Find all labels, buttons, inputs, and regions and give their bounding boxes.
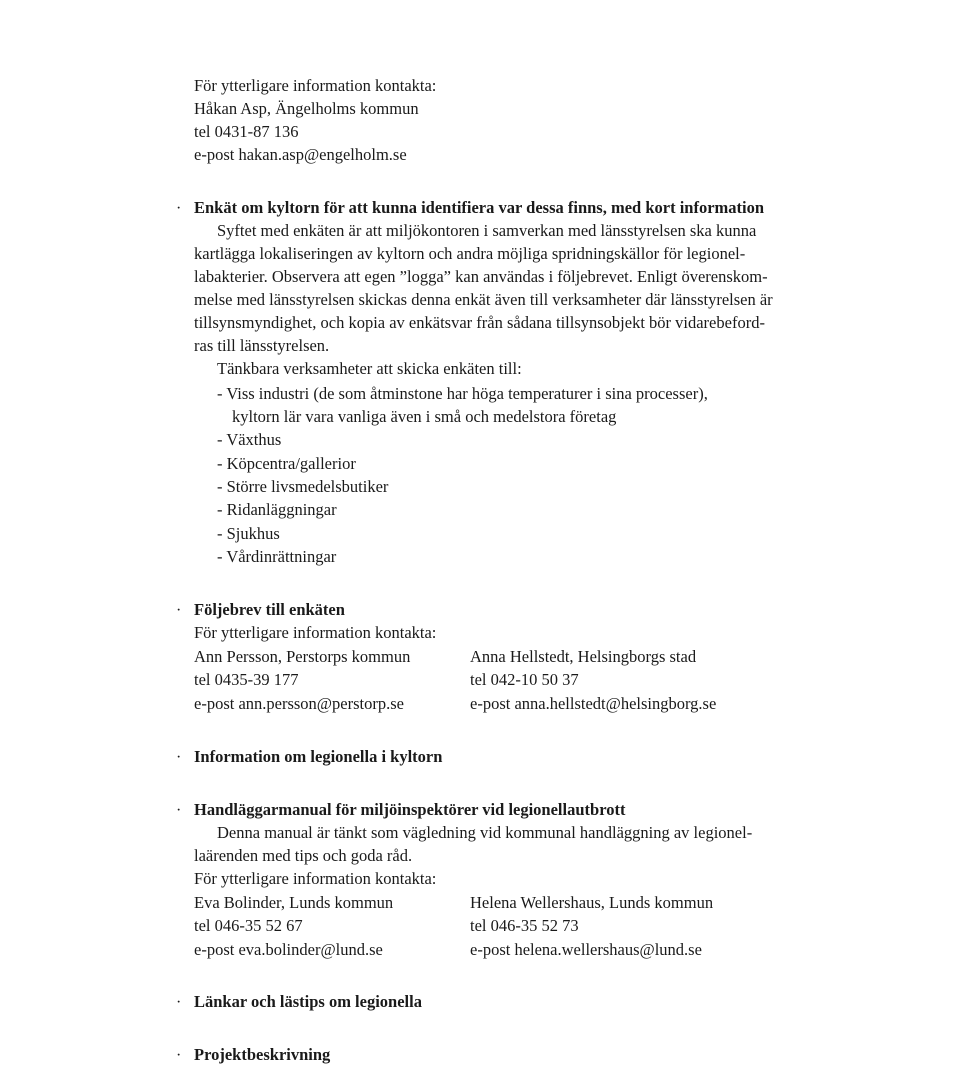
paragraph-line: Syftet med enkäten är att miljökontoren i samverkan med länsstyrelsen ska kunna: [217, 221, 757, 240]
contact-tel: tel 0431-87 136: [194, 122, 299, 141]
list-item: - Vårdinrättningar: [217, 547, 337, 566]
paragraph-line: tillsynsmyndighet, och kopia av enkätsvar från sådana tillsynsobjekt bör vidarebeford-: [194, 313, 765, 332]
list-item-continuation: kyltorn lär vara vanliga även i små och medelstora företag: [232, 407, 617, 426]
contact-left-tel: tel 046-35 52 67: [194, 916, 303, 935]
list-item: - Sjukhus: [217, 524, 280, 543]
section-heading-projekt[interactable]: Projektbeskrivning: [194, 1045, 331, 1064]
bullet-dot: ·: [176, 602, 182, 619]
contact-right-email: e-post helena.wellershaus@lund.se: [470, 940, 702, 959]
list-item: - Ridanläggningar: [217, 500, 337, 519]
paragraph-line: laärenden med tips och goda råd.: [194, 846, 413, 865]
bullet-dot: ·: [176, 802, 182, 819]
section-heading-enkat[interactable]: Enkät om kyltorn för att kunna identifiera var dessa finns, med kort information: [194, 198, 765, 217]
list-item: - Viss industri (de som åtminstone har höga temperaturer i sina processer),: [217, 384, 708, 403]
contact-intro: För ytterligare information kontakta:: [194, 76, 437, 95]
bullet-dot: ·: [176, 994, 182, 1011]
contact-right-tel: tel 042-10 50 37: [470, 670, 579, 689]
paragraph-line: ras till länsstyrelsen.: [194, 336, 330, 355]
list-item: - Köpcentra/gallerior: [217, 454, 356, 473]
paragraph-line: Denna manual är tänkt som vägledning vid kommunal handläggning av legionel-: [217, 823, 753, 842]
contact-intro: För ytterligare information kontakta:: [194, 869, 437, 888]
contact-intro: För ytterligare information kontakta:: [194, 623, 437, 642]
contact-left-email: e-post eva.bolinder@lund.se: [194, 940, 383, 959]
paragraph-line: kartlägga lokaliseringen av kyltorn och andra möjliga spridningskällor för legionel-: [194, 244, 746, 263]
section-heading-information[interactable]: Information om legionella i kyltorn: [194, 747, 443, 766]
bullet-dot: ·: [176, 749, 182, 766]
section-heading-foljebrev[interactable]: Följebrev till enkäten: [194, 600, 345, 619]
contact-right-name: Helena Wellershaus, Lunds kommun: [470, 893, 714, 912]
contact-right-tel: tel 046-35 52 73: [470, 916, 579, 935]
contact-right-email: e-post anna.hellstedt@helsingborg.se: [470, 694, 717, 713]
contact-left-name: Eva Bolinder, Lunds kommun: [194, 893, 394, 912]
section-heading-lankar[interactable]: Länkar och lästips om legionella: [194, 992, 422, 1011]
contact-right-name: Anna Hellstedt, Helsingborgs stad: [470, 647, 697, 666]
paragraph-line: melse med länsstyrelsen skickas denna enkät även till verksamheter där länsstyrelsen är: [194, 290, 773, 309]
contact-name: Håkan Asp, Ängelholms kommun: [194, 99, 419, 118]
contact-left-tel: tel 0435-39 177: [194, 670, 299, 689]
paragraph-line: labakterier. Observera att egen ”logga” kan användas i följebrevet. Enligt överenskom-: [194, 267, 768, 286]
bullet-dot: ·: [176, 1047, 182, 1064]
contact-left-email: e-post ann.persson@perstorp.se: [194, 694, 404, 713]
contact-email: e-post hakan.asp@engelholm.se: [194, 145, 407, 164]
contact-left-name: Ann Persson, Perstorps kommun: [194, 647, 411, 666]
section-heading-handlaggarmanual[interactable]: Handläggarmanual för miljöinspektörer vid legionellautbrott: [194, 800, 626, 819]
bullet-dot: ·: [176, 200, 182, 217]
list-intro: Tänkbara verksamheter att skicka enkäten till:: [217, 359, 522, 378]
list-item: - Växthus: [217, 430, 282, 449]
list-item: - Större livsmedelsbutiker: [217, 477, 389, 496]
